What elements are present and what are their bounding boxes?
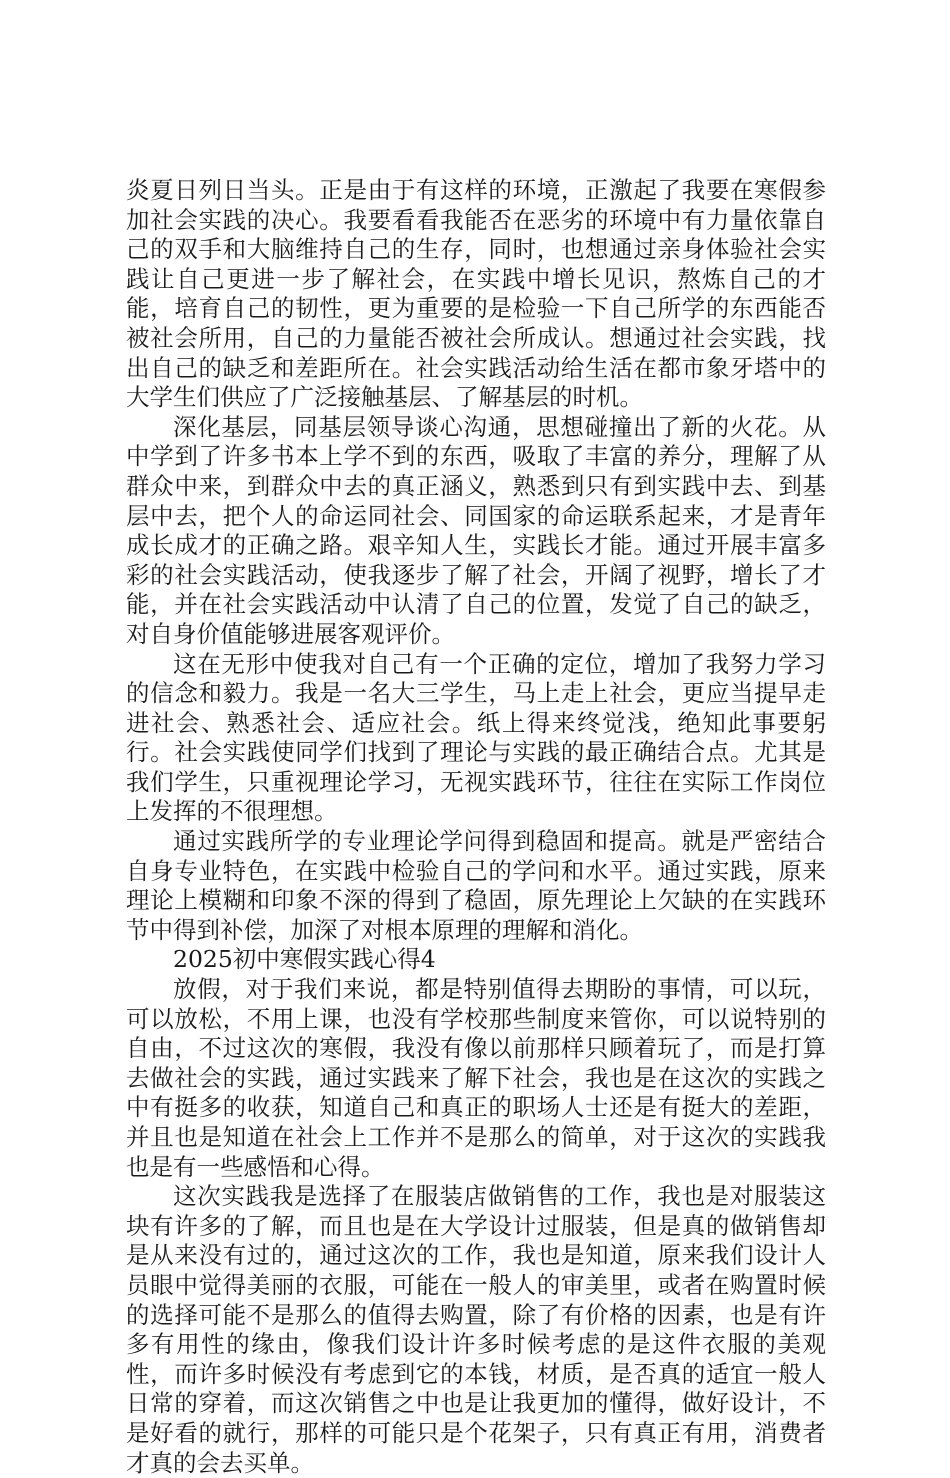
- paragraph: 这次实践我是选择了在服装店做销售的工作，我也是对服装这块有许多的了解，而且也是在大学设计过服装，但是真的做销售却是从来没有过的，通过这次的工作，我也是知道，原来我们设计人员眼中觉得美丽的衣服，可能在一般人的审美里，或者在购置时候的选择可能不是那么的值得去购置，除了有价格的因素，也是有许多有用性的缘由，像我们设计许多时候考虑的是这件衣服的美观性，而许多时候没有考虑到它的本钱，材质，是否真的适宜一般人日常的穿着，而这次销售之中也是让我更加的懂得，做好设计，不是好看的就行，那样的可能只是个花架子，只有真正有用，消费者才真的会去买单。: [126, 1182, 826, 1477]
- paragraph-continued: 炎夏日列日当头。正是由于有这样的环境，正激起了我要在寒假参加社会实践的决心。我要看看我能否在恶劣的环境中有力量依靠自己的双手和大脑维持自己的生存，同时，也想通过亲身体验社会实践让自己更进一步了解社会，在实践中增长见识，熬炼自己的才能，培育自己的韧性，更为重要的是检验一下自己所学的东西能否被社会所用，自己的力量能否被社会所成认。想通过社会实践，找出自己的缺乏和差距所在。社会实践活动给生活在都市象牙塔中的大学生们供应了广泛接触基层、了解基层的时机。: [126, 176, 826, 412]
- paragraph: 通过实践所学的专业理论学问得到稳固和提高。就是严密结合自身专业特色，在实践中检验自己的学问和水平。通过实践，原来理论上模糊和印象不深的得到了稳固，原先理论上欠缺的在实践环节中得到补偿，加深了对根本原理的理解和消化。: [126, 827, 826, 944]
- document-body: [126, 176, 826, 1478]
- paragraph: 深化基层，同基层领导谈心沟通，思想碰撞出了新的火花。从中学到了许多书本上学不到的东西，吸取了丰富的养分，理解了从群众中来，到群众中去的真正涵义，熟悉到只有到实践中去、到基层中去，把个人的命运同社会、同国家的命运联系起来，才是青年成长成才的正确之路。艰辛知人生，实践长才能。通过开展丰富多彩的社会实践活动，使我逐步了解了社会，开阔了视野，增长了才能，并在社会实践活动中认清了自己的位置，发觉了自己的缺乏，对自身价值能够进展客观评价。: [126, 412, 826, 648]
- section-heading: 2025初中寒假实践心得4: [173, 945, 436, 974]
- paragraph: 这在无形中使我对自己有一个正确的定位，增加了我努力学习的信念和毅力。我是一名大三学生，马上走上社会，更应当提早走进社会、熟悉社会、适应社会。纸上得来终觉浅，绝知此事要躬行。社会实践使同学们找到了理论与实践的最正确结合点。尤其是我们学生，只重视理论学习，无视实践环节，往往在实际工作岗位上发挥的不很理想。: [126, 649, 826, 826]
- paragraph: 放假，对于我们来说，都是特别值得去期盼的事情，可以玩，可以放松，不用上课，也没有学校那些制度来管你，可以说特别的自由，不过这次的寒假，我没有像以前那样只顾着玩了，而是打算去做社会的实践，通过实践来了解下社会，我也是在这次的实践之中有挺多的收获，知道自己和真正的职场人士还是有挺大的差距，并且也是知道在社会上工作并不是那么的简单，对于这次的实践我也是有一些感悟和心得。: [126, 975, 826, 1181]
